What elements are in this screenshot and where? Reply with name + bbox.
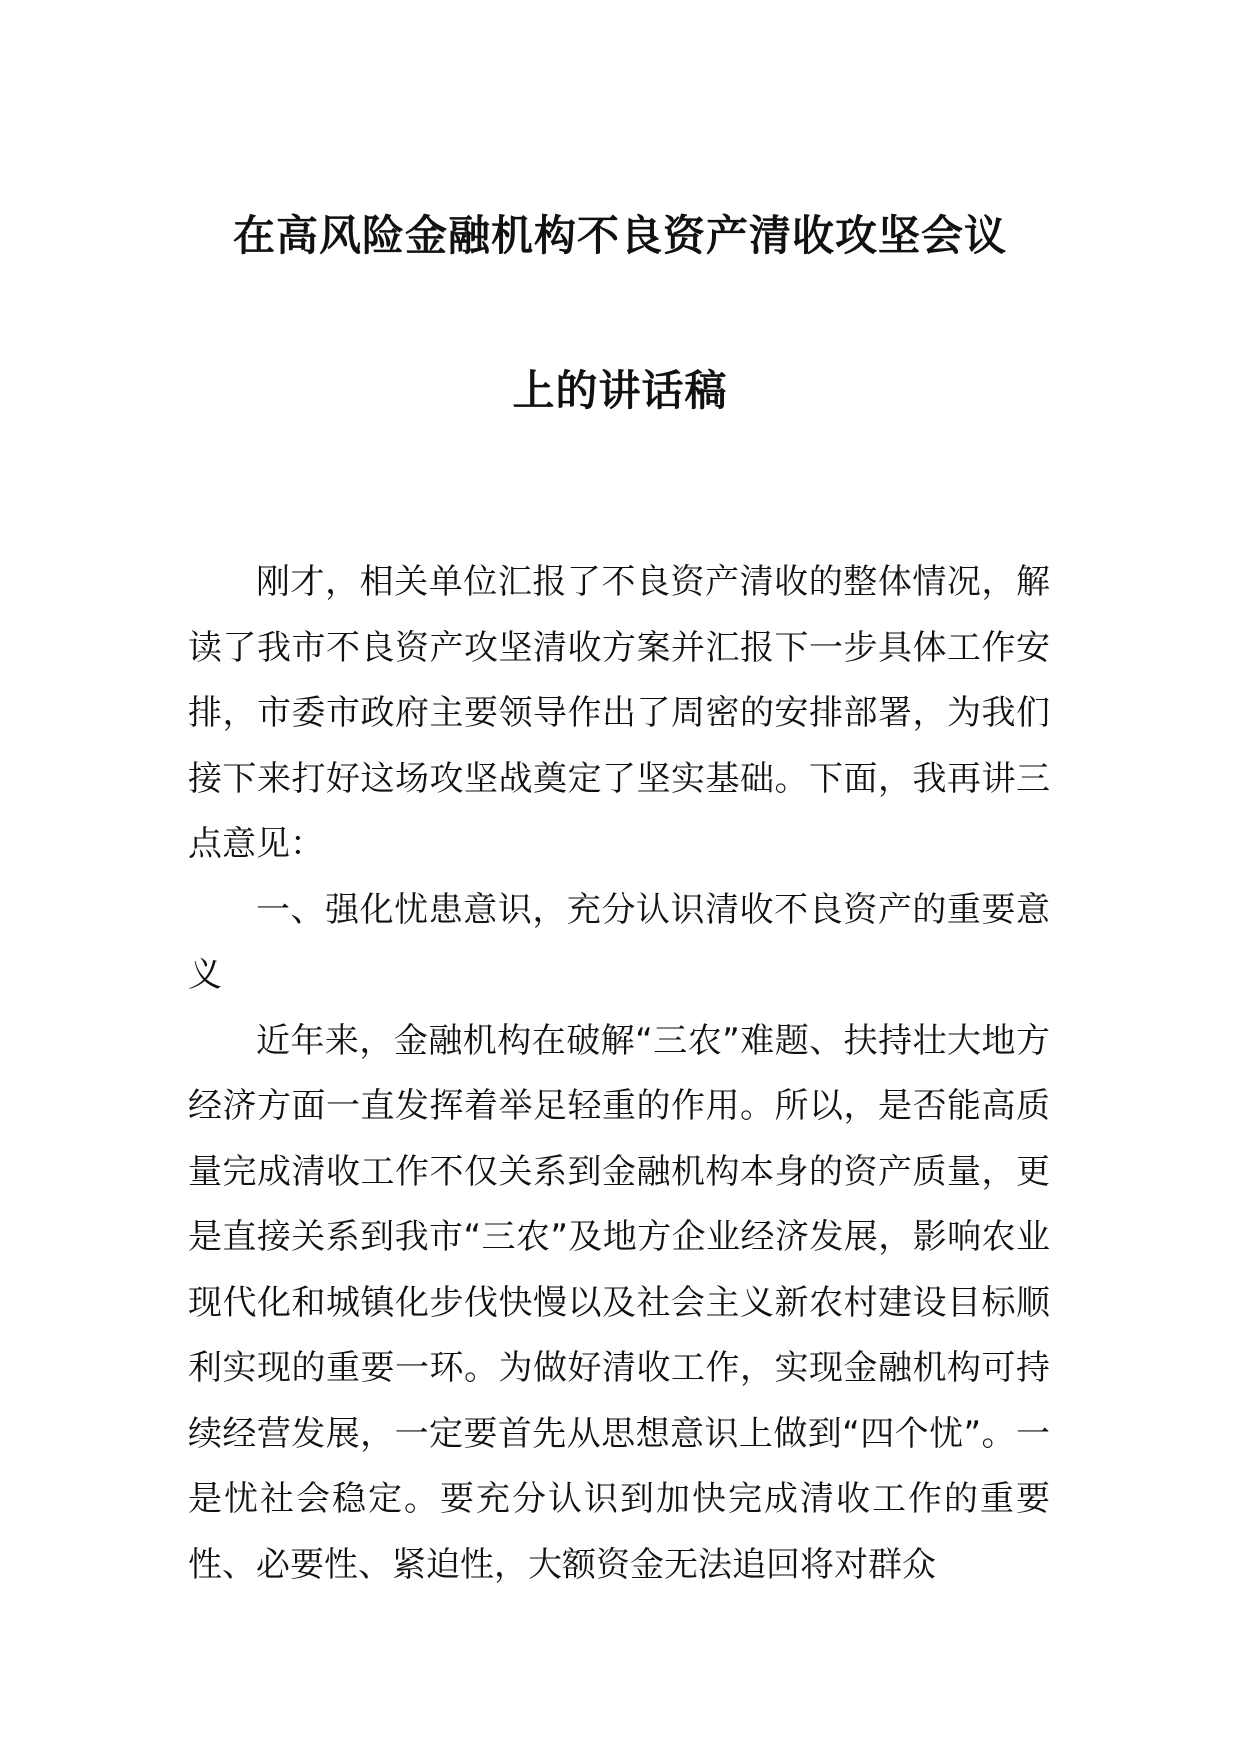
document-body	[188, 550, 1050, 1598]
document-title-line-1: 在高风险金融机构不良资产清收攻坚会议	[232, 211, 1007, 260]
document-title-line-2: 上的讲话稿	[512, 366, 728, 415]
section-heading-1: 一、强化忧患意识，充分认识清收不良资产的重要意义	[188, 889, 1050, 995]
paragraph-opening: 刚才，相关单位汇报了不良资产清收的整体情况，解读了我市不良资产攻坚清收方案并汇报下一步具体工作安排，市委市政府主要领导作出了周密的安排部署，为我们接下来打好这场攻坚战奠定了坚实基础。下面，我再讲三点意见：	[188, 562, 1050, 864]
paragraph-section-1: 近年来，金融机构在破解“三农”难题、扶持壮大地方经济方面一直发挥着举足轻重的作用。所以，是否能高质量完成清收工作不仅关系到金融机构本身的资产质量，更是直接关系到我市“三农”及地方企业经济发展，影响农业现代化和城镇化步伐快慢以及社会主义新农村建设目标顺利实现的重要一环。为做好清收工作，实现金融机构可持续经营发展，一定要首先从思想意识上做到“四个忧”。一是忧社会稳定。要充分认识到加快完成清收工作的重要性、必要性、紧迫性，大额资金无法追回将对群众	[188, 1020, 1050, 1585]
